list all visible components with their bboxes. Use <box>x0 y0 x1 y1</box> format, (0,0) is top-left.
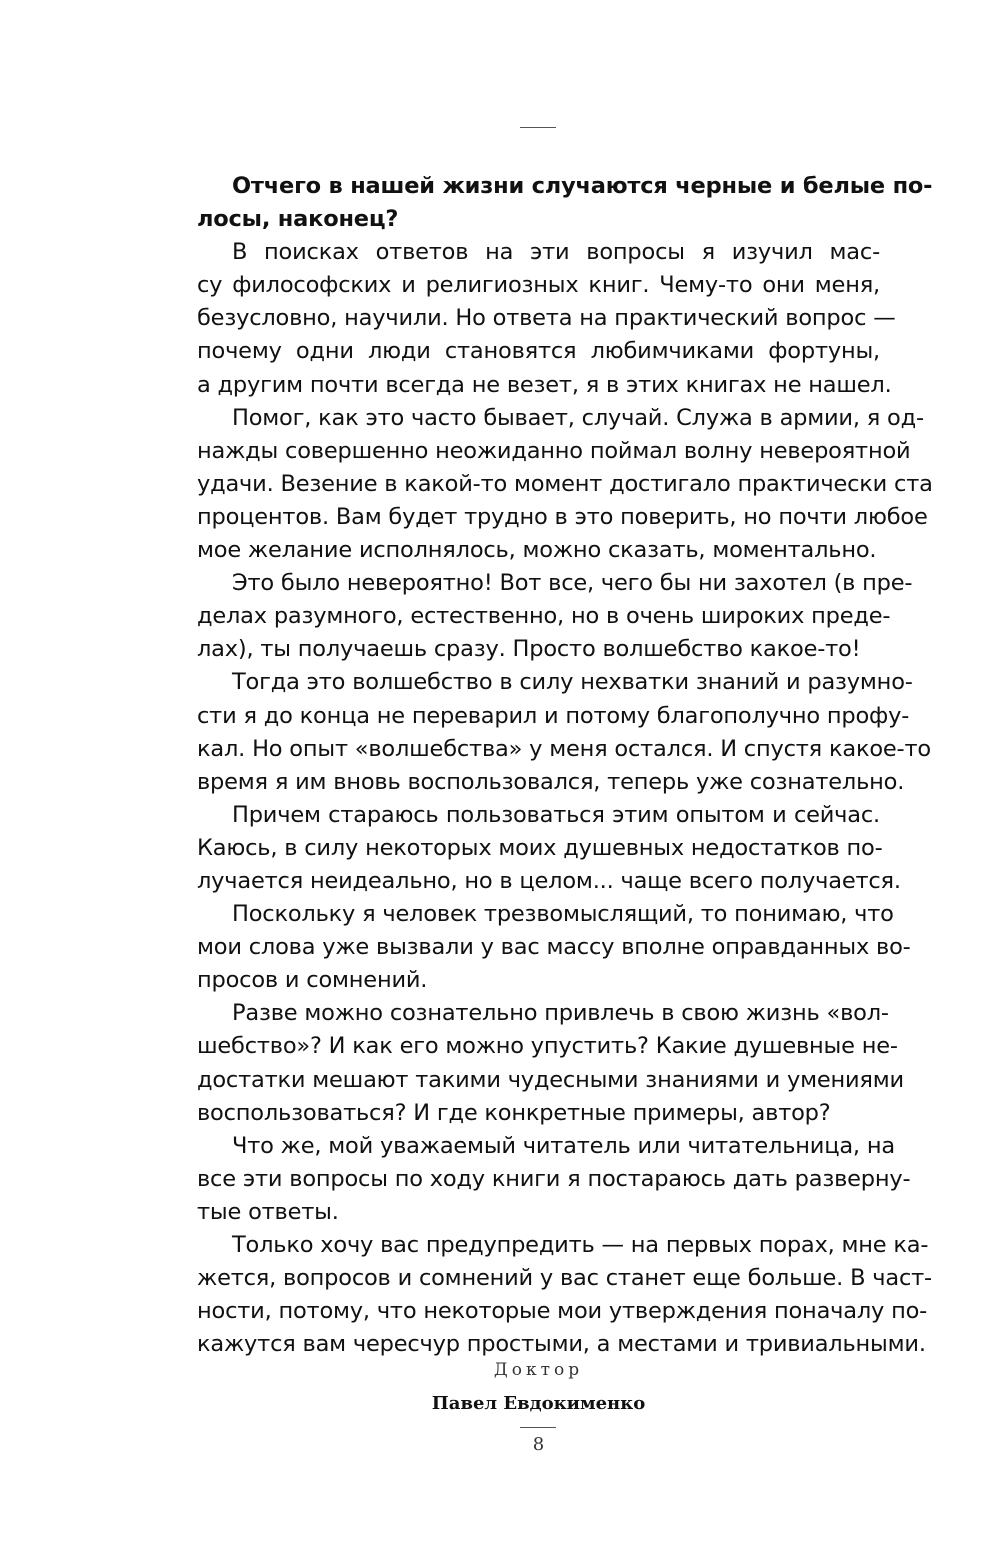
paragraph-line: процентов. Вам будет трудно в это поверить, но почти любое <box>197 503 928 530</box>
paragraph-line: сти я до конца не переварил и потому благополучно профу- <box>197 702 910 729</box>
paragraph-line: удачи. Везение в какой-то момент достигало практически ста <box>197 470 933 497</box>
paragraph-line: делах разумного, естественно, но в очень широких преде- <box>197 603 891 630</box>
body-text <box>197 170 933 1361</box>
paragraph-line: Тогда это волшебство в силу нехватки знаний и разумно- <box>232 669 913 696</box>
author-title: Доктор <box>493 1360 584 1380</box>
paragraph-line: а другим почти всегда не везет, я в этих книгах не нашел. <box>197 371 892 398</box>
paragraph-line: Только хочу вас предупредить — на первых порах, мне ка- <box>232 1232 929 1258</box>
paragraph-line: шебство»? И как его можно упустить? Какие душевные не- <box>197 1033 898 1060</box>
paragraph-line: Каюсь, в силу некоторых моих душевных недостатков по- <box>197 834 883 861</box>
paragraph-line: просов и сомнений. <box>197 967 428 994</box>
paragraph-line: Разве можно сознательно привлечь в свою жизнь «вол- <box>232 1000 889 1027</box>
paragraph-line: В поисках ответов на эти вопросы я изучил мас- <box>232 239 880 266</box>
paragraph-line: лах), ты получаешь сразу. Просто волшебство какое-то! <box>197 636 861 663</box>
paragraph-line: Что же, мой уважаемый читатель или читательница, на <box>232 1132 895 1159</box>
page-number: 8 <box>532 1434 545 1455</box>
paragraph-line: воспользоваться? И где конкретные примеры, автор? <box>197 1099 831 1126</box>
paragraph-line: жется, вопросов и сомнений у вас станет еще больше. В част- <box>197 1265 932 1292</box>
paragraph-line: нажды совершенно неожиданно поймал волну невероятной <box>197 437 911 464</box>
paragraph-line: Помог, как это часто бывает, случай. Служа в армии, я од- <box>232 404 924 431</box>
paragraph-line: почему одни люди становятся любимчиками фортуны, <box>197 338 880 365</box>
heading-line: лосы, наконец? <box>197 206 399 233</box>
paragraph-line: Причем стараюсь пользоваться этим опытом и сейчас. <box>232 801 880 828</box>
paragraph-line: Поскольку я человек трезвомыслящий, то понимаю, что <box>232 901 894 928</box>
paragraph-line: достатки мешают такими чудесными знаниями и умениями <box>197 1066 904 1093</box>
top-rule <box>520 127 556 128</box>
paragraph-line: кал. Но опыт «волшебства» у меня остался. И спустя какое-то <box>197 735 931 762</box>
paragraph-line: время я им вновь воспользовался, теперь уже сознательно. <box>197 768 905 795</box>
paragraph-line: су философских и религиозных книг. Чему-то они меня, <box>197 272 880 299</box>
paragraph-line: лучается неидеально, но в целом... чаще всего получается. <box>197 867 901 894</box>
heading-line: Отчего в нашей жизни случаются черные и белые по- <box>232 173 933 199</box>
paragraph-line: безусловно, научили. Но ответа на практический вопрос — <box>197 305 896 332</box>
paragraph-line: тые ответы. <box>197 1198 339 1225</box>
paragraph-line: ности, потому, что некоторые мои утверждения поначалу по- <box>197 1298 928 1325</box>
paragraph-line: все эти вопросы по ходу книги я постараюсь дать разверну- <box>197 1165 911 1192</box>
page-number-rule <box>520 1427 556 1428</box>
paragraph-line: мои слова уже вызвали у вас массу вполне оправданных во- <box>197 934 911 961</box>
author-name: Павел Евдокименко <box>431 1393 646 1414</box>
paragraph-line: кажутся вам чересчур простыми, а местами и тривиальными. <box>197 1331 926 1358</box>
paragraph-line: Это было невероятно! Вот все, чего бы ни захотел (в пре- <box>232 570 913 597</box>
paragraph-line: мое желание исполнялось, можно сказать, моментально. <box>197 537 877 564</box>
